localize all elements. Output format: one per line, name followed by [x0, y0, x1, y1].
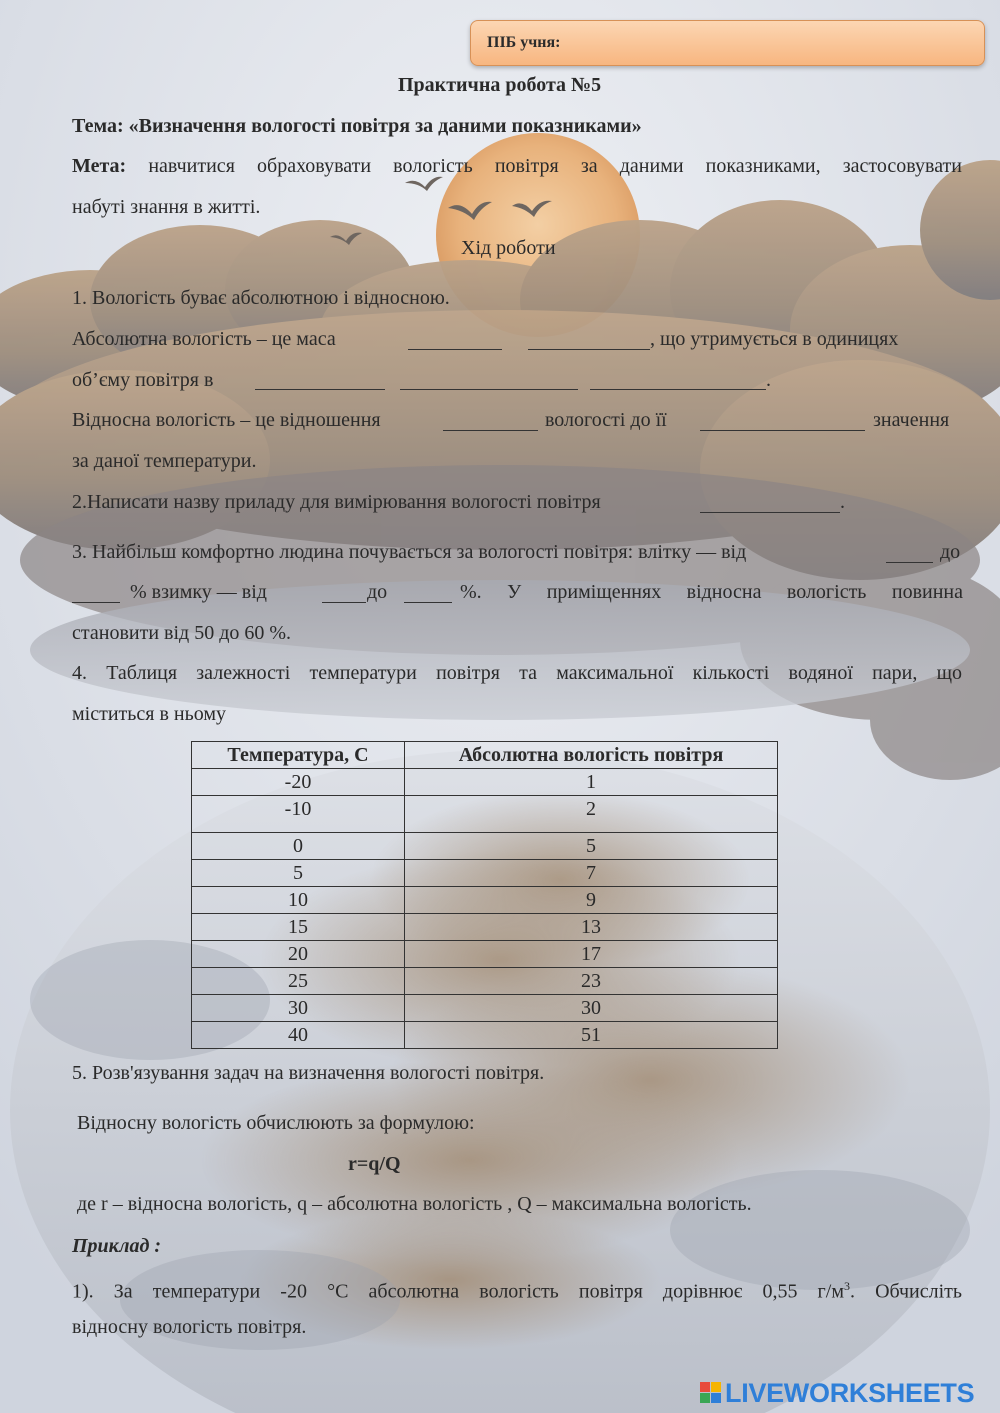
rel-text-d: за даної температури.	[72, 450, 257, 472]
section2-end: .	[840, 491, 845, 513]
table-cell-humidity: 7	[405, 860, 778, 887]
example1-text-a: 1). За температури -20 °С абсолютна вологість повітря дорівнює 0,55 г/м	[72, 1280, 844, 1303]
table-cell-humidity: 51	[405, 1022, 778, 1049]
section3-text-e: %. У приміщеннях відносна вологість повинна	[460, 581, 963, 603]
table-header-humidity: Абсолютна вологість повітря	[405, 742, 778, 769]
formula-intro: Відносну вологість обчислюють за формулою:	[77, 1112, 475, 1134]
logo-mark-icon	[700, 1382, 722, 1404]
section3-text-b: до	[940, 541, 961, 563]
table-row	[192, 1022, 778, 1049]
table-cell-temperature: 25	[192, 968, 405, 995]
table-cell-humidity: 23	[405, 968, 778, 995]
summer-from-blank[interactable]	[886, 541, 933, 563]
rel-text-b: вологості до її	[545, 409, 667, 431]
table-cell-humidity: 30	[405, 995, 778, 1022]
goal-line-2: набуті знання в житті.	[72, 196, 261, 218]
example1-text-b: . Обчисліть	[849, 1280, 962, 1303]
table-header-temperature: Температура, С	[192, 742, 405, 769]
table-cell-humidity: 9	[405, 887, 778, 914]
section5-title: 5. Розв'язування задач на визначення вологості повітря.	[72, 1062, 545, 1084]
abs-text-a: Абсолютна вологість – це маса	[72, 328, 336, 350]
goal-text: навчитися обраховувати вологість повітря за даними показниками, застосовувати	[148, 155, 962, 177]
abs-blank-5[interactable]	[590, 368, 766, 390]
table-cell-humidity: 2	[405, 796, 778, 833]
student-name-box	[470, 20, 985, 66]
student-name-input[interactable]	[589, 29, 973, 59]
table-cell-humidity: 1	[405, 769, 778, 796]
humidity-table	[191, 741, 778, 1049]
table-row	[192, 941, 778, 968]
instrument-blank[interactable]	[700, 491, 840, 513]
liveworksheets-logo	[700, 1378, 974, 1408]
topic-line	[72, 114, 642, 138]
student-name-label: ПІБ учня:	[487, 34, 561, 51]
section3-text-d: до	[367, 581, 388, 603]
example1-superscript: 3	[843, 1279, 850, 1293]
abs-blank-3[interactable]	[255, 368, 385, 390]
summer-to-blank[interactable]	[72, 581, 120, 603]
winter-from-blank[interactable]	[322, 581, 366, 603]
table-row	[192, 968, 778, 995]
rel-blank-2[interactable]	[700, 409, 865, 431]
section3-text-f: становити від 50 до 60 %.	[72, 622, 292, 644]
section3-text-c: % взимку — від	[130, 581, 267, 603]
table-row	[192, 833, 778, 860]
procedure-heading: Хід роботи	[461, 237, 556, 259]
table-cell-humidity: 17	[405, 941, 778, 968]
abs-text-d: .	[766, 369, 771, 391]
abs-blank-1[interactable]	[408, 328, 502, 350]
rel-blank-1[interactable]	[443, 409, 538, 431]
section4-line1: 4. Таблиця залежності температури повітря та максимальної кількості водяної пари, що	[72, 662, 962, 684]
table-cell-temperature: 0	[192, 833, 405, 860]
topic-text: «Визначення вологості повітря за даними показниками»	[128, 115, 642, 137]
goal-line-1	[72, 154, 962, 178]
abs-text-b: , що утримується в одиницях	[650, 328, 899, 350]
table-cell-temperature: -10	[192, 796, 405, 833]
table-row	[192, 995, 778, 1022]
rel-text-c: значення	[873, 409, 950, 431]
table-cell-temperature: 10	[192, 887, 405, 914]
section2-text: 2.Написати назву приладу для вимірювання вологості повітря	[72, 491, 601, 513]
table-cell-temperature: 20	[192, 941, 405, 968]
abs-text-c: об’єму повітря в	[72, 369, 214, 391]
table-row	[192, 914, 778, 941]
table-row	[192, 887, 778, 914]
page-title: Практична робота №5	[398, 74, 602, 96]
example1-line2: відносну вологість повітря.	[72, 1316, 307, 1338]
winter-to-blank[interactable]	[404, 581, 452, 603]
logo-text: LIVEWORKSHEETS	[725, 1377, 975, 1408]
table-cell-humidity: 5	[405, 833, 778, 860]
rel-text-a: Відносна вологість – це відношення	[72, 409, 381, 431]
table-row	[192, 860, 778, 887]
abs-blank-4[interactable]	[400, 368, 578, 390]
table-cell-temperature: 5	[192, 860, 405, 887]
goal-label: Мета:	[72, 155, 127, 177]
table-cell-temperature: -20	[192, 769, 405, 796]
example1-line1	[72, 1274, 962, 1304]
example-label: Приклад :	[72, 1235, 162, 1257]
table-cell-temperature: 15	[192, 914, 405, 941]
section1-intro: 1. Вологість буває абсолютною і відносною.	[72, 287, 450, 309]
table-header-row	[192, 742, 778, 769]
formula: r=q/Q	[348, 1153, 401, 1175]
formula-legend: де r – відносна вологість, q – абсолютна вологість , Q – максимальна вологість.	[77, 1193, 752, 1215]
topic-label: Тема:	[72, 115, 124, 137]
abs-blank-2[interactable]	[528, 328, 650, 350]
table-row	[192, 769, 778, 796]
table-cell-temperature: 30	[192, 995, 405, 1022]
table-cell-humidity: 13	[405, 914, 778, 941]
table-cell-temperature: 40	[192, 1022, 405, 1049]
table-row	[192, 796, 778, 833]
section4-line2: міститься в ньому	[72, 703, 227, 725]
section3-text-a: 3. Найбільш комфортно людина почувається за вологості повітря: влітку — від	[72, 541, 747, 563]
